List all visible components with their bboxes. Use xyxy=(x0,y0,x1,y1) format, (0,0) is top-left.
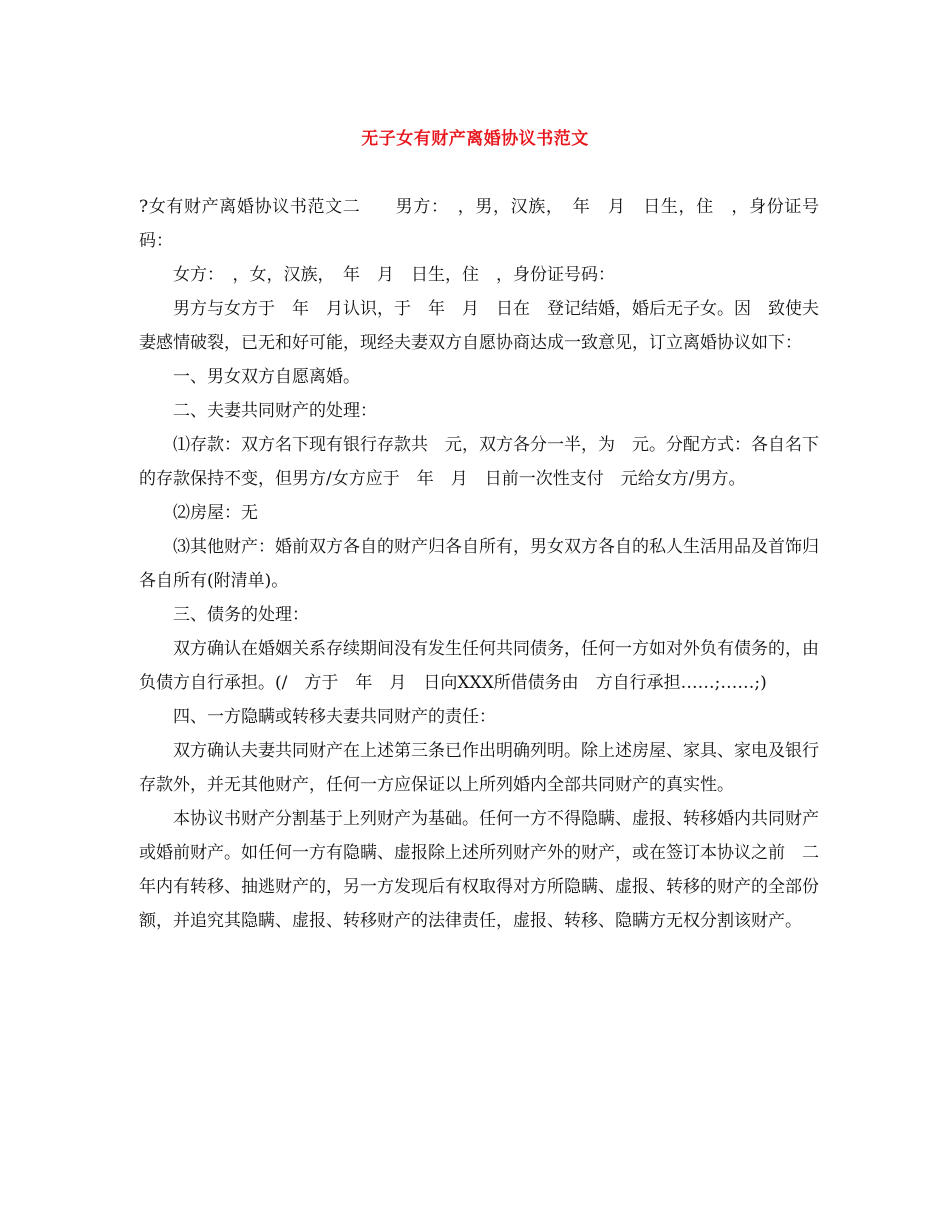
document-title: 无子女有财产离婚协议书范文 xyxy=(361,129,589,149)
paragraph-property-confirmation: 双方确认夫妻共同财产在上述第三条已作出明确列明。除上述房屋、家具、家电及银行存款外，并无其他财产，任何一方应保证以上所列婚内全部共同财产的真实性。 xyxy=(139,741,819,795)
paragraph-female-party: 女方： ，女，汉族， 年 月 日生，住 ，身份证号码： xyxy=(173,265,615,285)
document-body xyxy=(139,190,819,938)
paragraph-debts: 双方确认在婚姻关系存续期间没有发生任何共同债务，任何一方如对外负有债务的，由负债方自行承担。(/ 方于 年 月 日向XXX所借债务由 方自行承担……;……;) xyxy=(139,639,819,693)
section-heading-debts: 三、债务的处理： xyxy=(173,605,309,625)
section-heading-divorce: 一、男女双方自愿离婚。 xyxy=(173,367,360,387)
paragraph-intro-male-party: ?女有财产离婚协议书范文二 男方： ，男，汉族， 年 月 日生，住 ，身份证号码： xyxy=(139,197,819,251)
section-heading-concealment: 四、一方隐瞒或转移夫妻共同财产的责任： xyxy=(173,707,496,727)
paragraph-deposits: ⑴存款：双方名下现有银行存款共 元，双方各分一半，为 元。分配方式：各自名下的存款保持不变，但男方/女方应于 年 月 日前一次性支付 元给女方/男方。 xyxy=(139,435,819,489)
paragraph-marriage-background: 男方与女方于 年 月认识，于 年 月 日在 登记结婚，婚后无子女。因 致使夫妻感情破裂，已无和好可能，现经夫妻双方自愿协商达成一致意见，订立离婚协议如下： xyxy=(139,299,819,353)
section-heading-property: 二、夫妻共同财产的处理： xyxy=(173,401,377,421)
paragraph-property-division-basis: 本协议书财产分割基于上列财产为基础。任何一方不得隐瞒、虚报、转移婚内共同财产或婚前财产。如任何一方有隐瞒、虚报除上述所列财产外的财产，或在签订本协议之前 二年内有转移、抽逃财产的，另一方发现后有权取得对方所隐瞒、虚报、转移的财产的全部份额，并追究其隐瞒、虚报、转移财产的法律责任，虚报、转移、隐瞒方无权分割该财产。 xyxy=(139,809,819,931)
paragraph-housing: ⑵房屋：无 xyxy=(173,503,258,523)
paragraph-other-property: ⑶其他财产：婚前双方各自的财产归各自所有，男女双方各自的私人生活用品及首饰归各自所有(附清单)。 xyxy=(139,537,819,591)
